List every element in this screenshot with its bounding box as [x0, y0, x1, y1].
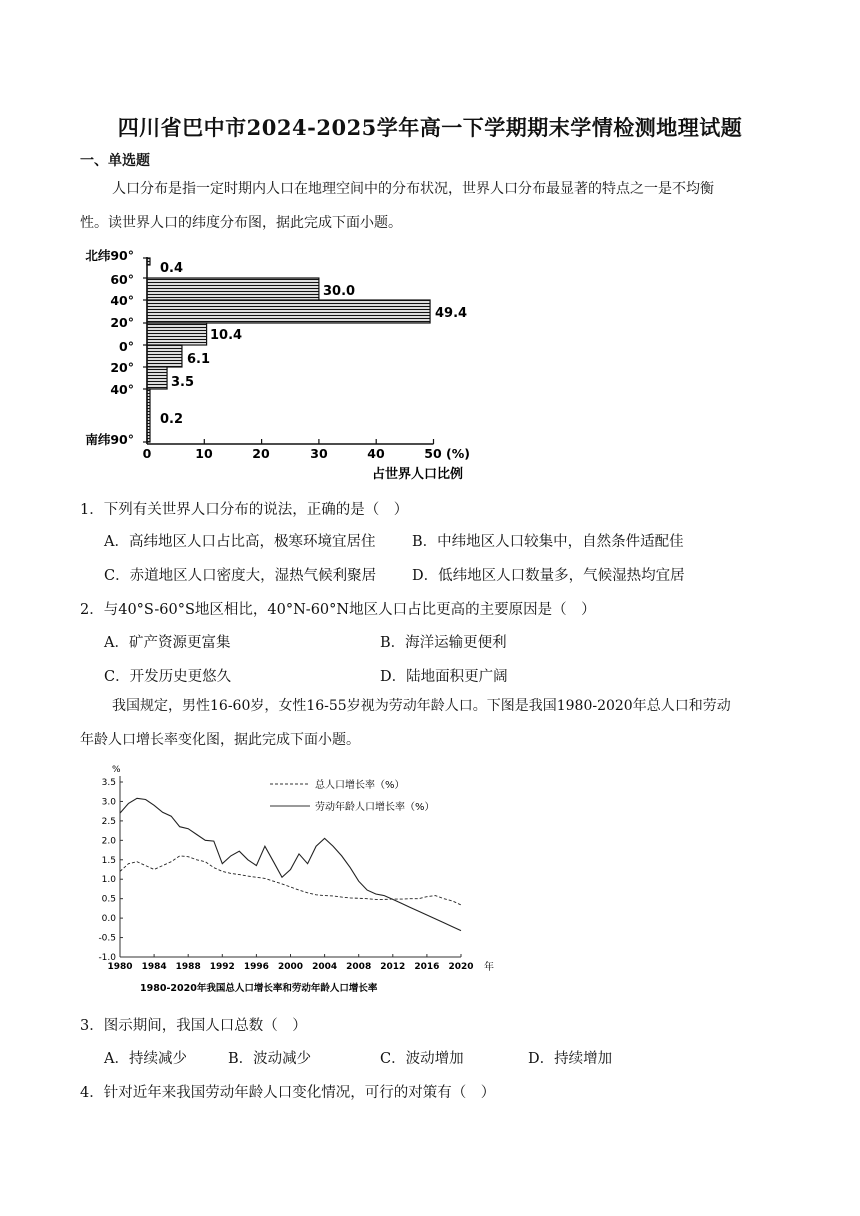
c2-x-tick-label: 1992 — [209, 962, 235, 972]
bar-1 — [147, 278, 319, 300]
c2-x-tick-label: 1988 — [175, 962, 201, 972]
lat-label-90n: 北纬90° — [85, 248, 134, 263]
x-tick-20: 20 — [252, 446, 270, 461]
question-3-option-d[interactable]: D．持续增加 — [528, 1051, 613, 1067]
bar-5 — [147, 367, 167, 389]
question-3-stem: 3．图示期间，我国人口总数（ ） — [80, 1018, 307, 1034]
c2-y-tick-label: 1.0 — [101, 875, 116, 886]
question-1-option-d[interactable]: D．低纬地区人口数量多，气候湿热均宜居 — [412, 568, 685, 584]
value-label-0-20n: 10.4 — [210, 328, 243, 343]
x-tick-10: 10 — [195, 446, 213, 461]
value-label-20-40s: 3.5 — [171, 375, 195, 390]
bar-4 — [147, 345, 182, 367]
c2-x-tick-label: 2012 — [380, 962, 406, 972]
c2-y-tick-label: 0.0 — [101, 914, 116, 925]
value-label-60-90n: 0.4 — [160, 261, 184, 276]
latitude-population-chart — [80, 245, 500, 485]
question-2-option-c[interactable]: C．开发历史更悠久 — [104, 669, 232, 685]
question-2-option-d[interactable]: D．陆地面积更广阔 — [380, 669, 508, 685]
c2-y-tick-label: 0.5 — [101, 894, 116, 905]
x-tick-50: 50 — [424, 446, 442, 461]
legend-labor: 劳动年龄人口增长率（%） — [315, 802, 435, 813]
c2-x-tick-label: 1984 — [141, 962, 167, 972]
c2-x-tick-label: 2004 — [312, 962, 338, 972]
legend-total: 总人口增长率（%） — [315, 780, 405, 791]
c2-y-tick-label: -1.0 — [98, 953, 116, 963]
section-heading: 一、单选题 — [80, 153, 150, 169]
lat-label-0: 0° — [119, 339, 134, 354]
bar-2 — [147, 300, 430, 323]
c2-x-tick-label: 2020 — [448, 962, 474, 972]
c2-x-tick-label: 1996 — [243, 962, 269, 972]
question-2-stem: 2．与40°S-60°S地区相比，40°N-60°N地区人口占比更高的主要原因是（ ） — [80, 602, 596, 618]
y-axis-unit: % — [112, 765, 121, 775]
intro-paragraph-2-line2: 年龄人口增长率变化图，据此完成下面小题。 — [80, 732, 360, 748]
intro-paragraph-1-line1: 人口分布是指一定时期内人口在地理空间中的分布状况，世界人口分布最显著的特点之一是不均衡 — [112, 181, 714, 197]
question-1-option-b[interactable]: B．中纬地区人口较集中，自然条件适配佳 — [412, 534, 684, 550]
c2-y-tick-label: -0.5 — [98, 933, 116, 944]
c2-x-tick-label: 2008 — [346, 962, 372, 972]
x-tick-0: 0 — [142, 446, 152, 461]
c2-x-tick-label: 1980 — [107, 962, 133, 972]
question-1-stem: 1．下列有关世界人口分布的说法，正确的是（ ） — [80, 502, 409, 518]
lat-label-40n: 40° — [110, 293, 134, 308]
series-labor-population-line — [120, 798, 461, 930]
lat-label-60n: 60° — [110, 272, 134, 287]
question-3-option-c[interactable]: C．波动增加 — [380, 1051, 464, 1067]
series-total-population-line — [120, 856, 461, 905]
intro-paragraph-1-line2: 性。读世界人口的纬度分布图，据此完成下面小题。 — [80, 215, 402, 231]
question-1-option-a[interactable]: A．高纬地区人口占比高，极寒环境宜居住 — [104, 534, 376, 550]
chart-caption: 1980-2020年我国总人口增长率和劳动年龄人口增长率 — [140, 983, 378, 994]
question-3-option-b[interactable]: B．波动减少 — [228, 1051, 312, 1067]
x-axis-label: 占世界人口比例 — [372, 467, 464, 482]
bar-3 — [147, 323, 207, 345]
lat-label-20s: 20° — [110, 360, 134, 375]
c2-y-tick-label: 3.5 — [101, 778, 116, 788]
value-label-40-90s: 0.2 — [160, 412, 184, 427]
question-3-option-a[interactable]: A．持续减少 — [104, 1051, 187, 1067]
c2-y-tick-label: 1.5 — [101, 855, 116, 866]
x-tick-30: 30 — [310, 446, 328, 461]
value-label-40-60n: 30.0 — [323, 284, 356, 299]
value-label-0-20s: 6.1 — [187, 352, 211, 367]
lat-label-20n: 20° — [110, 315, 134, 330]
lat-label-40s: 40° — [110, 382, 134, 397]
question-2-option-b[interactable]: B．海洋运输更便利 — [380, 635, 507, 651]
c2-x-tick-label: 2000 — [277, 962, 304, 972]
x-axis-unit: 年 — [484, 962, 494, 973]
c2-y-tick-label: 2.0 — [101, 836, 116, 847]
c2-y-tick-label: 2.5 — [101, 816, 116, 827]
question-4-stem: 4．针对近年来我国劳动年龄人口变化情况，可行的对策有（ ） — [80, 1085, 496, 1101]
c2-x-tick-label: 2016 — [414, 962, 440, 972]
value-label-20-40n: 49.4 — [435, 306, 468, 321]
question-1-option-c[interactable]: C．赤道地区人口密度大，湿热气候利聚居 — [104, 568, 377, 584]
lat-label-90s: 南纬90° — [85, 432, 134, 447]
c2-y-tick-label: 3.0 — [101, 797, 116, 808]
population-growth-line-chart — [90, 760, 510, 1000]
page-title: 四川省巴中市2024-2025学年高一下学期期末学情检测地理试题 — [117, 115, 743, 140]
intro-paragraph-2-line1: 我国规定，男性16-60岁，女性16-55岁视为劳动年龄人口。下图是我国1980-2020年总人口和劳动 — [112, 698, 731, 714]
x-unit: (%) — [446, 446, 470, 461]
question-2-option-a[interactable]: A．矿产资源更富集 — [104, 635, 231, 651]
x-tick-40: 40 — [367, 446, 385, 461]
